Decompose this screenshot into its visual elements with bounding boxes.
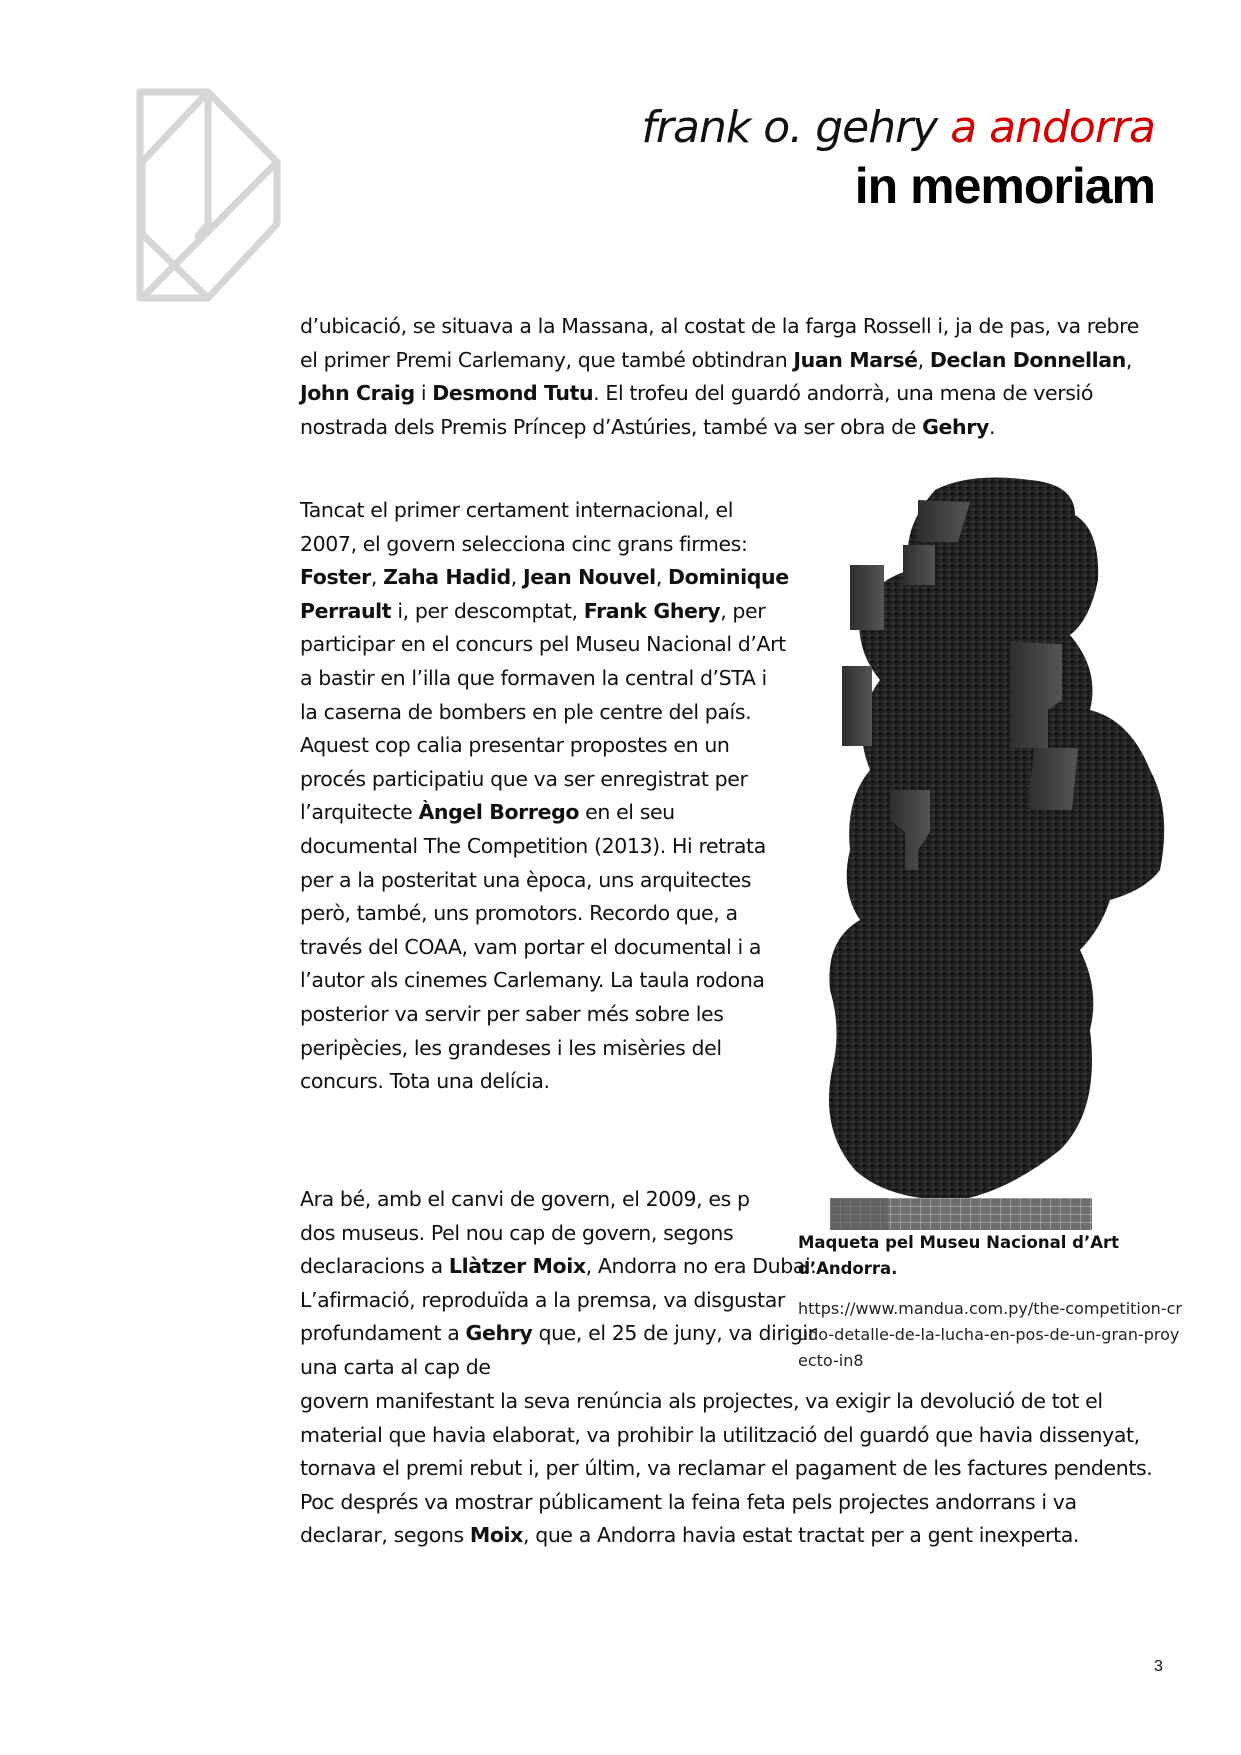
museum-model-image [800, 470, 1170, 1230]
bold-name: Zaha Hadid [383, 565, 511, 590]
bold-name: Àngel Borrego [418, 800, 580, 825]
bold-name: Desmond Tutu [432, 381, 594, 406]
title-part-1: frank o. gehry [641, 102, 951, 153]
bold-name: Frank Ghery [583, 598, 721, 623]
bold-name: Juan Marsé [793, 347, 918, 372]
paragraph-3-top: Ara bé, amb el canvi de govern, el 2009, es p dos museus. Pel nou cap de govern, segons declaracions a Llàtzer Moix, Andorra no era Dubai. L’afirmació, reproduïda a la premsa, va disgustar profundament a Gehry que, el 25 de juny, va dirigir una carta al cap de [300, 1187, 817, 1379]
bold-name: Jean Nouvel [522, 565, 656, 590]
page-number: 3 [1154, 1658, 1163, 1675]
caption-source-link[interactable]: https://www.mandua.com.py/the-competition-crudo-detalle-de-la-lucha-en-pos-de-un-gran-proyecto-in8 [798, 1299, 1182, 1370]
figure-caption [798, 1230, 1198, 1374]
geometric-logo-icon [132, 84, 284, 306]
page-title [641, 100, 1155, 156]
title-part-red: a andorra [950, 102, 1155, 153]
bold-name: Declan Donnellan [929, 347, 1126, 372]
bold-name: Gehry [922, 414, 989, 439]
paragraph-3-bottom: govern manifestant la seva renúncia als projectes, va exigir la devolució de tot el material que havia elaborat, va prohibir la utilització del guardó que havia dissenyat, tornava el premi rebut i, per últim, va reclamar el pagament de les factures pendents. Poc després va mostrar públicament la feina feta pels projectes andorrans i va declarar, segons Moix, que a Andorra havia estat tractat per a gent inexperta. [300, 1389, 1153, 1548]
bold-name: Foster [300, 565, 371, 590]
page-header [641, 100, 1155, 216]
bold-name: John Craig [300, 381, 415, 406]
bold-name: Moix [469, 1523, 523, 1548]
caption-title: Maqueta pel Museu Nacional d’Art d’Andorra. [798, 1233, 1120, 1278]
bold-name: Gehry [465, 1321, 533, 1346]
paragraph-2: Tancat el primer certament internacional, el 2007, el govern selecciona cinc grans firmes: Foster, Zaha Hadid, Jean Nouvel, Dominique Perrault i, per descomptat, Frank Ghery, per participar en el concurs pel Museu Nacional d’Art a bastir en l’illa que formaven la central d’STA i la caserna de bombers en ple centre del país. Aquest cop calia presentar propostes en un procés participatiu que va ser enregistrat per l’arquitecte Àngel Borrego en el seu documental The Competition (2013). Hi retrata per a la posteritat una època, uns arquitectes però, també, uns promotors. Recordo que, a través del COAA, vam portar el documental i a l’autor als cinemes Carlemany. La taula rodona posterior va servir per saber més sobre les peripècies, les grandeses i les misèries del concurs. Tota una delícia. [300, 498, 789, 1094]
page-subtitle: in memoriam [854, 158, 1155, 214]
bold-name: Llàtzer Moix [448, 1254, 586, 1279]
paragraph-1: d’ubicació, se situava a la Massana, al costat de la farga Rossell i, ja de pas, va rebre el primer Premi Carlemany, que també obtindran Juan Marsé, Declan Donnellan, John Craig i Desmond Tutu. El trofeu del guardó andorrà, una mena de versió nostrada dels Premis Príncep d’Astúries, també va ser obra de Gehry. [300, 314, 1139, 439]
bold-name: Dominique Perrault [300, 565, 789, 623]
